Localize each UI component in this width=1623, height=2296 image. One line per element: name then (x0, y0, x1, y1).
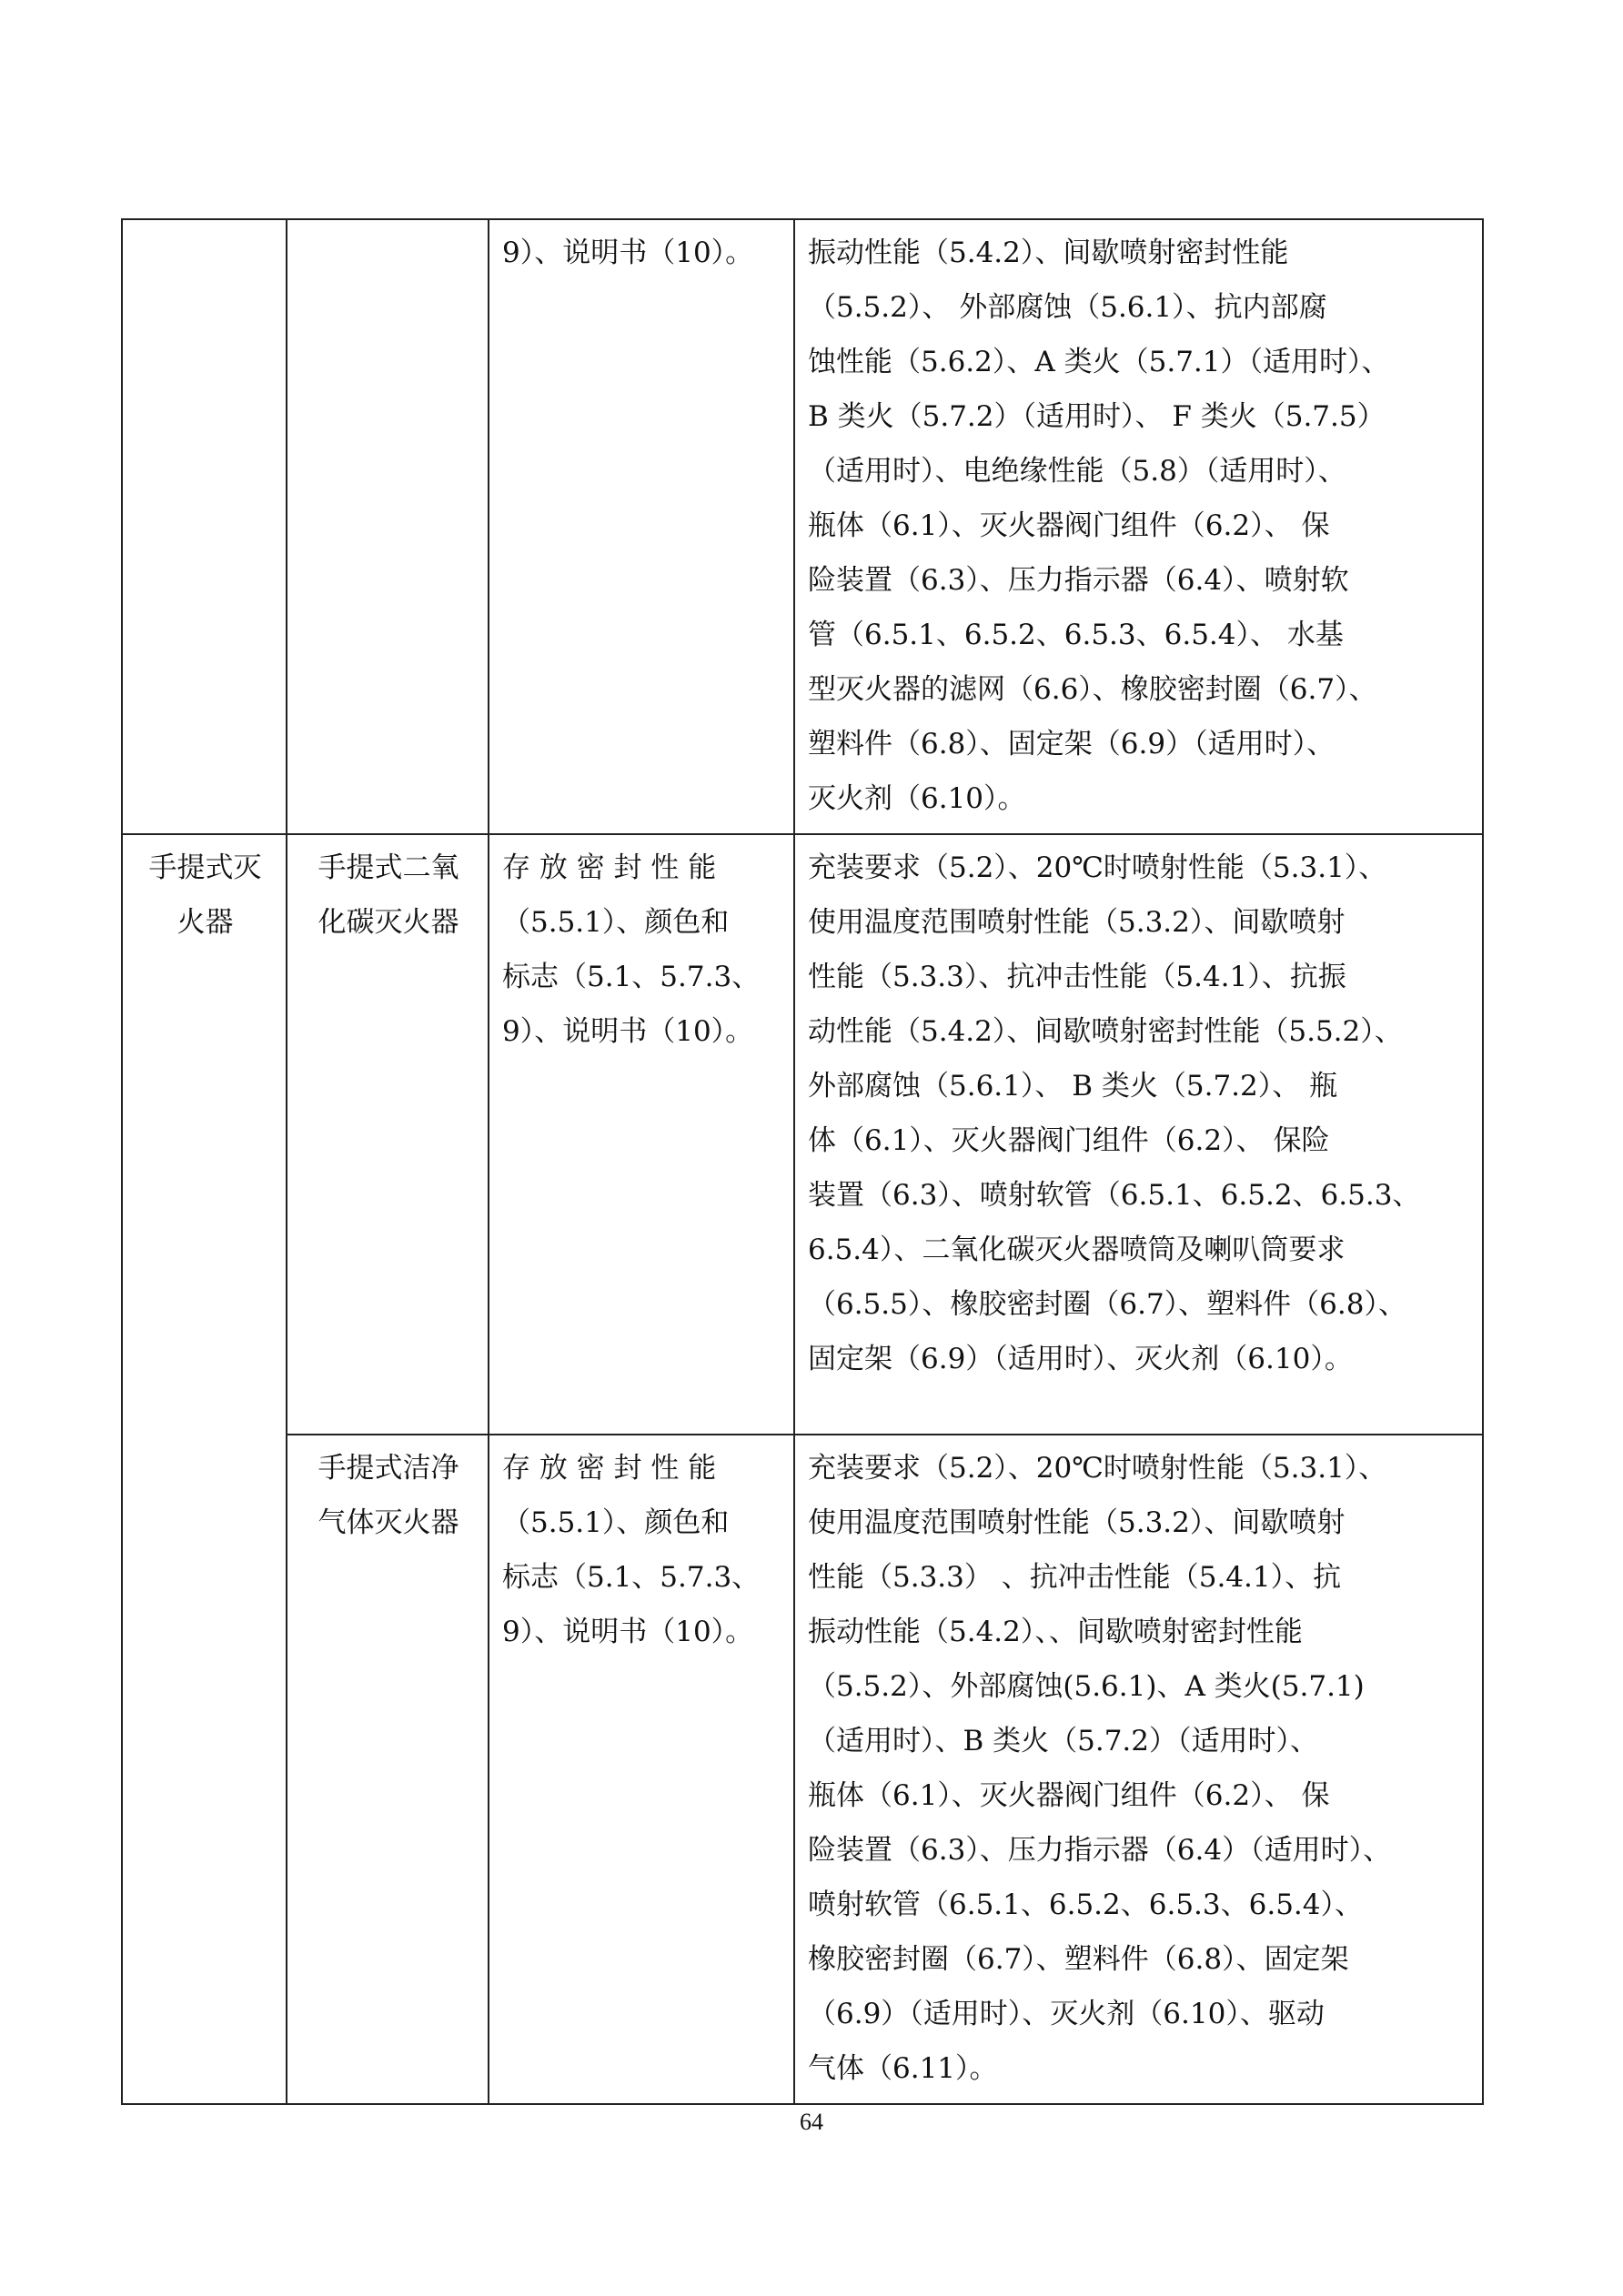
type-cell (287, 219, 489, 834)
table-row (122, 834, 1483, 1435)
type-cell (287, 834, 489, 1435)
table-row (122, 1435, 1483, 2104)
type-text: 手提式洁净 气体灭火器 (318, 1452, 459, 1539)
tests-cell (794, 219, 1483, 834)
tests-cell (794, 834, 1483, 1435)
items-cell (489, 1435, 794, 2104)
items-text: 存 放 密 封 性 能 （5.5.1）、颜色和 标志（5.1、5.7.3、 9）、说明书（10）。 (502, 1452, 761, 1648)
tests-text: 充装要求（5.2）、20℃时喷射性能（5.3.1）、 使用温度范围喷射性能（5.3.2）、间歇喷射 性能（5.3.3） 、抗冲击性能（5.4.1）、抗 振动性能（5.4.2）、、间歇喷射密封性能 （5.5.2）、外部腐蚀(5.6.1)、A 类火(5.7.1) （适用时）、B 类火（5.7.2）（适用时）、 瓶体（6.1）、灭火器阀门组件（6.2）、 保 险装置（6.3）、压力指示器（6.4）（适用时）、 喷射软管（6.5.1、6.5.2、6.5.3、6.5.4）、 橡胶密封圈（6.7）、塑料件（6.8）、固定架 （6.9）（适用时）、灭火剂（6.10）、驱动 气体（6.11）。 (808, 1452, 1392, 2085)
table-row (122, 219, 1483, 834)
inspection-items-table (121, 218, 1484, 2105)
items-cell (489, 219, 794, 834)
type-text: 手提式二氧 化碳灭火器 (318, 851, 459, 939)
category-cell (122, 834, 287, 2104)
type-cell (287, 1435, 489, 2104)
tests-text: 充装要求（5.2）、20℃时喷射性能（5.3.1）、 使用温度范围喷射性能（5.3.2）、间歇喷射 性能（5.3.3）、抗冲击性能（5.4.1）、抗振 动性能（5.4.2）、间歇喷射密封性能（5.5.2）、 外部腐蚀（5.6.1）、 B 类火（5.7.2）、 瓶 体（6.1）、灭火器阀门组件（6.2）、 保险 装置（6.3）、喷射软管（6.5.1、6.5.2、6.5.3、 6.5.4）、二氧化碳灭火器喷筒及喇叭筒要求 （6.5.5）、橡胶密封圈（6.7）、塑料件（6.8）、 固定架（6.9）（适用时）、灭火剂（6.10）。 (808, 851, 1421, 1375)
items-text: 存 放 密 封 性 能 （5.5.1）、颜色和 标志（5.1、5.7.3、 9）、说明书（10）。 (502, 851, 761, 1048)
category-cell (122, 219, 287, 834)
items-text: 9）、说明书（10）。 (502, 237, 754, 269)
page-number: 64 (800, 2109, 823, 2135)
items-cell (489, 834, 794, 1435)
tests-cell (794, 1435, 1483, 2104)
tests-text: 振动性能（5.4.2）、间歇喷射密封性能 （5.5.2）、 外部腐蚀（5.6.1）、抗内部腐 蚀性能（5.6.2）、A 类火（5.7.1）（适用时）、 B 类火（5.7.2）（适用时）、 F 类火（5.7.5） （适用时）、电绝缘性能（5.8）（适用时）、 瓶体（6.1）、灭火器阀门组件（6.2）、 保 险装置（6.3）、压力指示器（6.4）、喷射软 管（6.5.1、6.5.2、6.5.3、6.5.4）、 水基 型灭火器的滤网（6.6）、橡胶密封圈（6.7）、 塑料件（6.8）、固定架（6.9）（适用时）、 灭火剂（6.10）。 (808, 237, 1390, 815)
category-text: 手提式灭 火器 (148, 851, 262, 939)
